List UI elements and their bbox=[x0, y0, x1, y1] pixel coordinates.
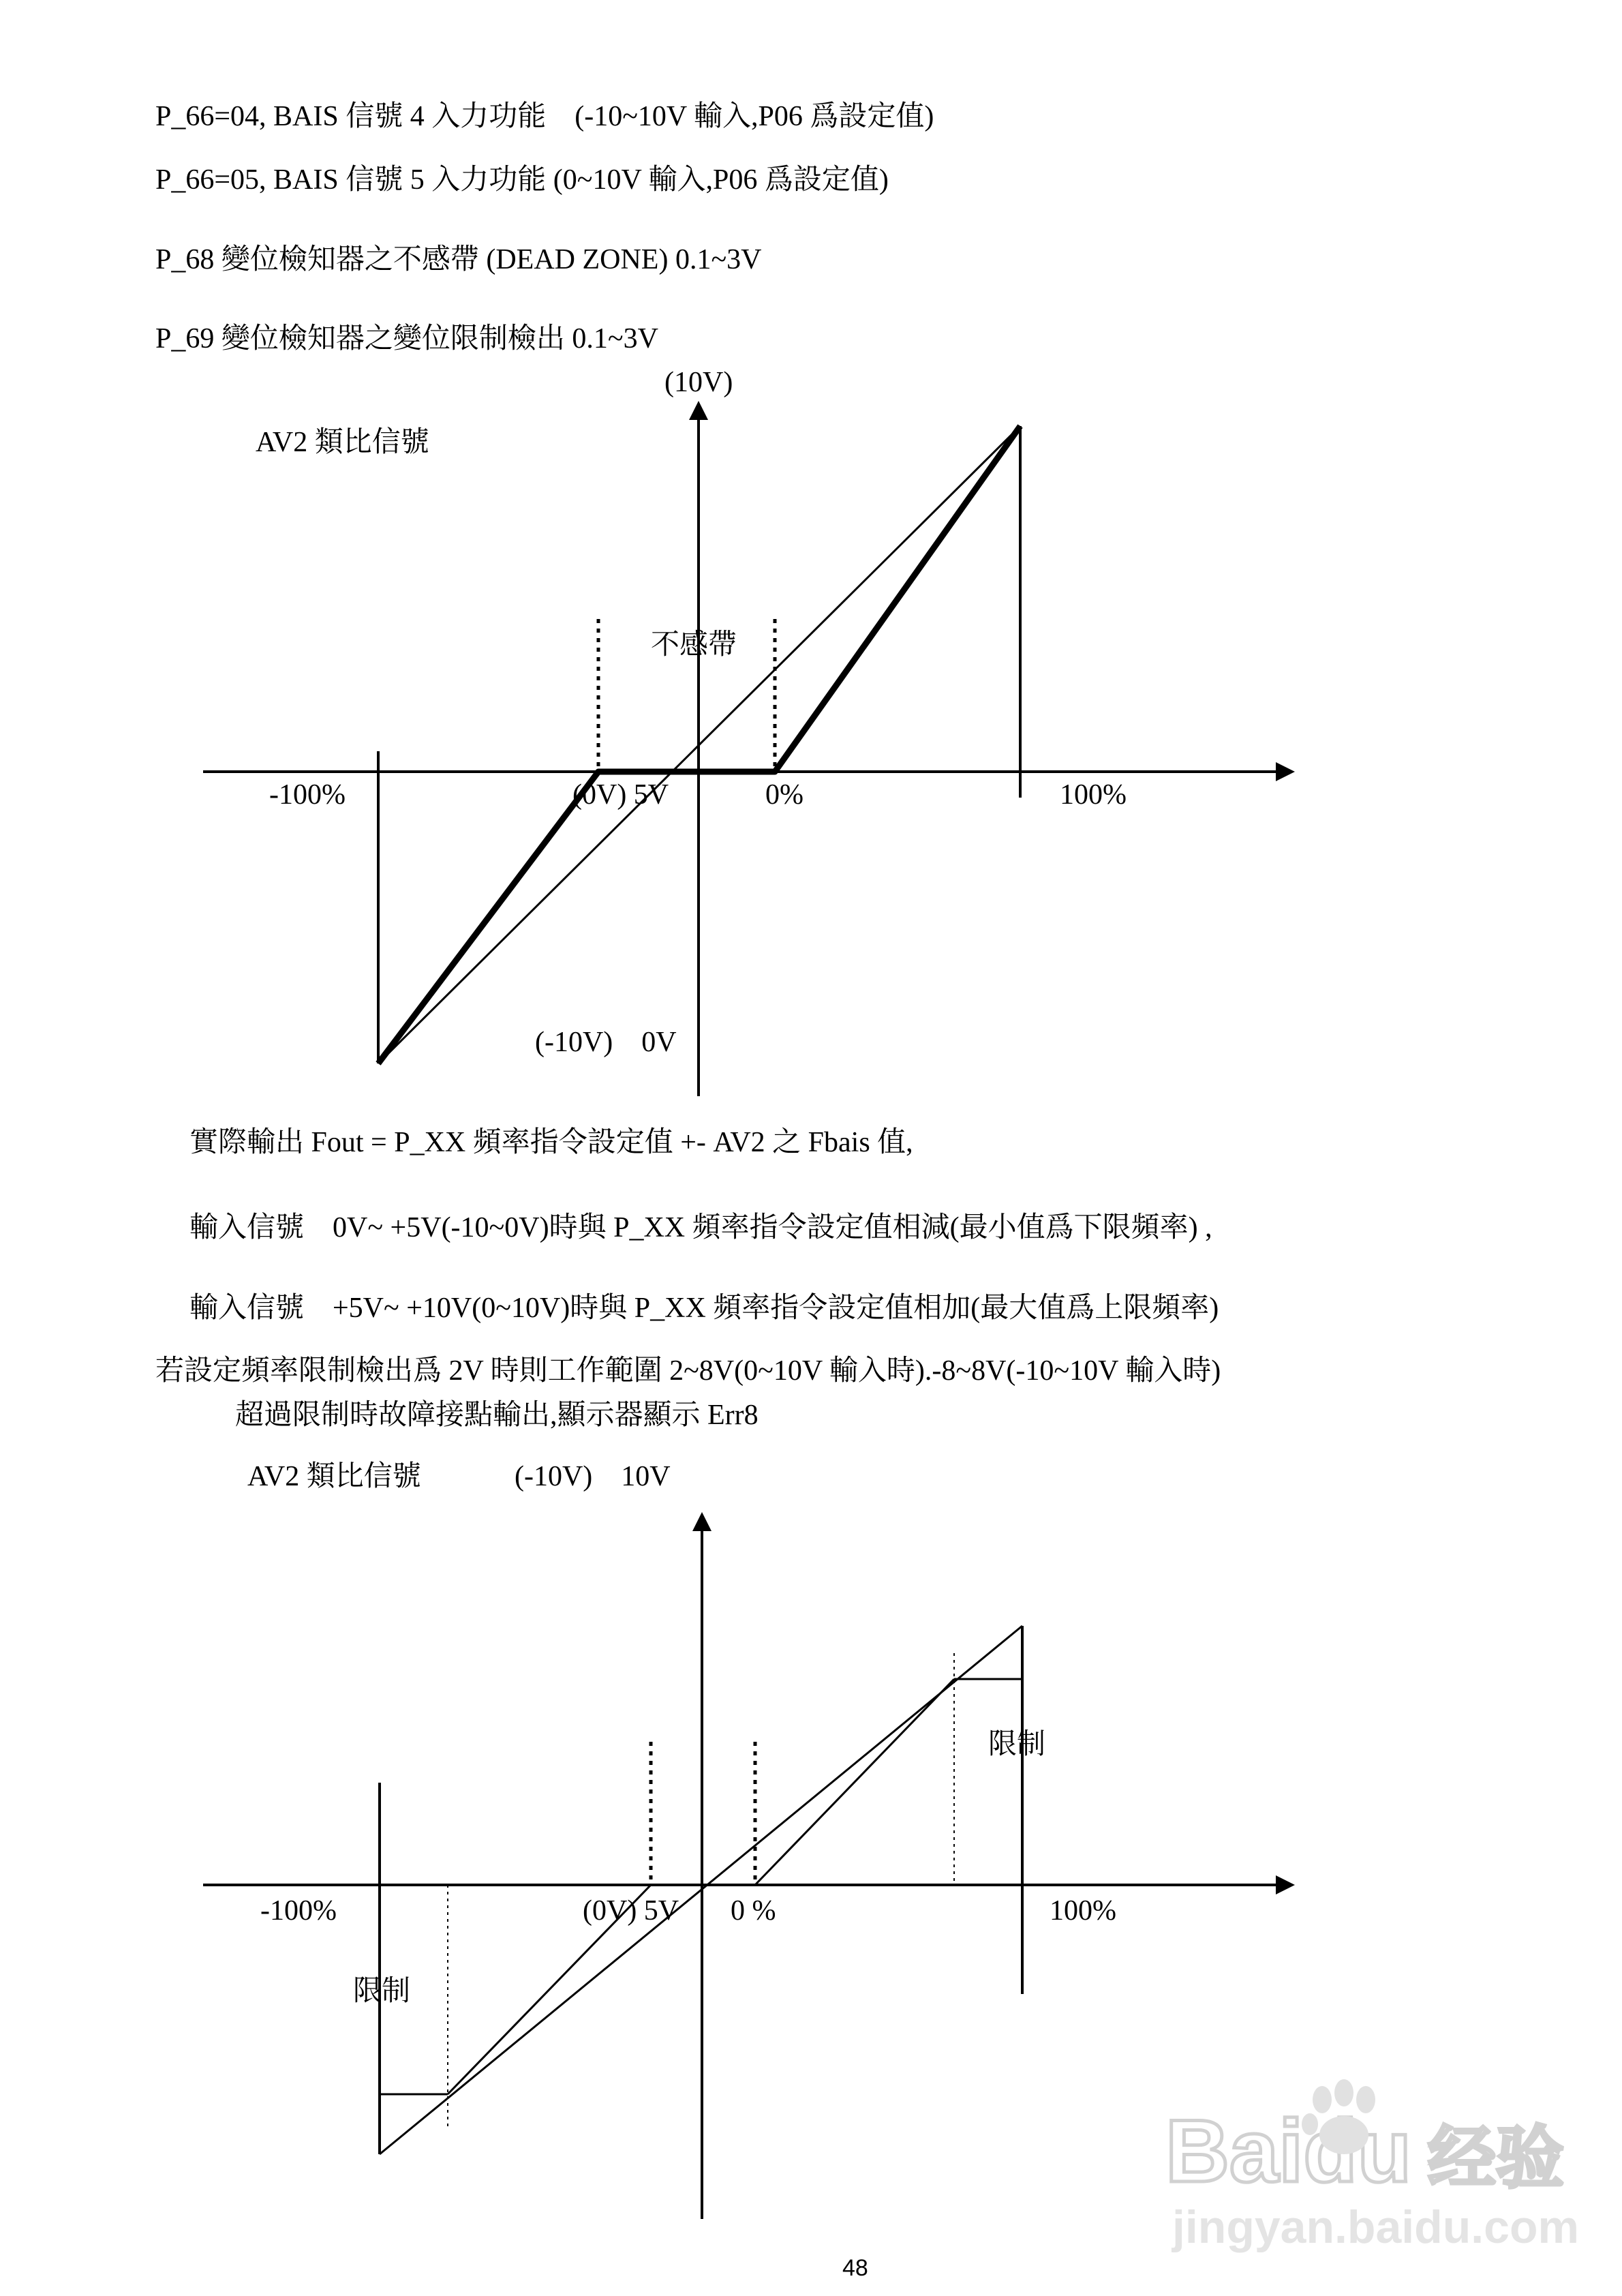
watermark-url: jingyan.baidu.com bbox=[1172, 2201, 1579, 2253]
chart2-y-axis-arrow bbox=[692, 1512, 711, 1531]
fout-line: 實際輸出 Fout = P_XX 頻率指令設定值 +- AV2 之 Fbais 值, bbox=[189, 1127, 913, 1158]
chart1-x-pos-label: 100% bbox=[1060, 779, 1127, 811]
watermark-brand: Baidu bbox=[1165, 2101, 1412, 2201]
chart1-x-mid-label: (0V) 5V bbox=[572, 779, 669, 811]
p66-04-line: P_66=04, BAIS 信號 4 入力功能 (-10~10V 輸入,P06 爲設定值) bbox=[155, 101, 934, 132]
chart2-x-zero-label: 0 % bbox=[731, 1895, 776, 1927]
chart1-top-label: (10V) bbox=[664, 367, 733, 398]
p66-05-line: P_66=05, BAIS 信號 5 入力功能 (0~10V 輸入,P06 爲設定值) bbox=[155, 164, 889, 196]
p69-line: P_69 變位檢知器之變位限制檢出 0.1~3V bbox=[155, 323, 658, 354]
chart1-bottom-label: (-10V) 0V bbox=[535, 1027, 677, 1058]
page-number: 48 bbox=[842, 2255, 868, 2281]
watermark-product: 经验 bbox=[1428, 2120, 1564, 2196]
input-negative-line: 輸入信號 0V~ +5V(-10~0V)時與 P_XX 頻率指令設定值相減(最小值爲下限頻率) , bbox=[189, 1212, 1212, 1243]
chart2-top-label: (-10V) 10V bbox=[515, 1461, 671, 1492]
chart2-title: AV2 類比信號 bbox=[247, 1461, 421, 1492]
limit-line: 若設定頻率限制檢出爲 2V 時則工作範圍 2~8V(0~10V 輸入時).-8~8V(-10~10V 輸入時) bbox=[155, 1355, 1221, 1387]
chart2-x-pos-label: 100% bbox=[1050, 1895, 1116, 1927]
chart2-x-axis-arrow bbox=[1276, 1875, 1295, 1894]
chart1-title: AV2 類比信號 bbox=[256, 427, 429, 458]
over-limit-line: 超過限制時故障接點輸出,顯示器顯示 Err8 bbox=[235, 1400, 759, 1431]
chart1-x-neg-label: -100% bbox=[269, 779, 346, 811]
chart1-x-zero-label: 0% bbox=[765, 779, 804, 811]
input-positive-line: 輸入信號 +5V~ +10V(0~10V)時與 P_XX 頻率指令設定值相加(最大值爲上限頻率) bbox=[189, 1293, 1219, 1324]
chart2-limit-lower-label: 限制 bbox=[353, 1976, 411, 2007]
chart2-x-neg-label: -100% bbox=[260, 1895, 337, 1927]
chart2-lower-slope bbox=[448, 1885, 651, 2094]
chart2-upper-slope bbox=[755, 1679, 954, 1885]
p68-line: P_68 變位檢知器之不感帶 (DEAD ZONE) 0.1~3V bbox=[155, 244, 762, 275]
chart1-deadzone-label: 不感帶 bbox=[651, 629, 737, 661]
chart2-limit-upper-label: 限制 bbox=[988, 1729, 1046, 1760]
chart2-x-mid-label: (0V) 5V bbox=[583, 1895, 679, 1927]
baidu-jingyan-watermark bbox=[1159, 2059, 1579, 2263]
